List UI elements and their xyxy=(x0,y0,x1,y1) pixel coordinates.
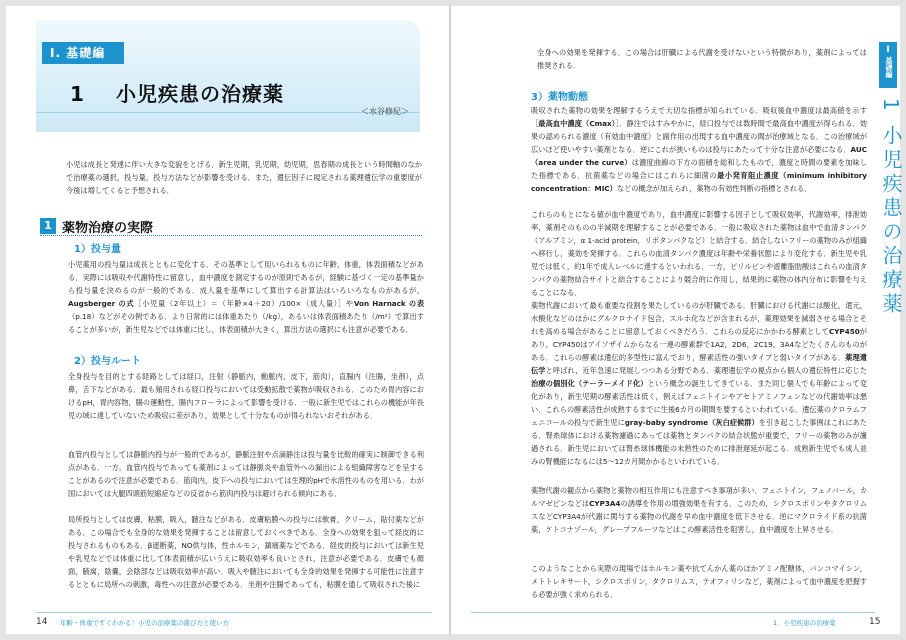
right-page xyxy=(451,6,903,634)
dosage-text-2: ［小児量（2年以上）＝（年齢×4＋20）/100×（成人量）］や xyxy=(134,299,354,308)
pk3-bold-pharmacogenetics: 薬理遺伝学 xyxy=(531,353,867,375)
pk-text-1: 吸収された薬物の効果を理解するうえで大切な指標が知られている．吸収後血中濃度は最高値を示す［ xyxy=(531,106,867,128)
pk3-text-5: を引き起こした事例はこれにあたる．腎糸球体における薬物濾過にあっては薬物とタンパクの結合状態が重要で，フリーの薬物のみが濾過される．新生児においては腎糸球体機能の未熟性のために排泄遅延が起こる．成熟新生児でも成人並みの腎機能になるには5～12カ月間かかるといわれている． xyxy=(531,418,867,466)
pk-text-3: は濃度曲線の下方の面積を総和したもので，濃度と時間の要素を加味した指標である．抗菌薬などの場合にはこれらに細菌の xyxy=(531,158,867,180)
side-tab-label: 基礎編 xyxy=(885,57,893,78)
pk-bold-auc: AUC（area under the curve） xyxy=(531,145,867,167)
chapter-title xyxy=(70,78,284,107)
pk4-text-2: の誘導を作用の増強効果を有する．このため，シクロスポリンやタクロリムスなどCYP3A4が代謝に関与する薬物の代謝を早め血中濃度を低下させる．逆にマクロライド系の抗菌薬，ケトコナゾール，グレープフルーツなどはこの酵素活性を阻害し，血中濃度を上昇させる． xyxy=(531,499,867,534)
route-paragraph-2: 血管内投与としては静脈内投与が一般的であるが，静脈注射や点滴静注は投与量を比較的確実に制御できる利点がある．一方，血管内投与であっても薬剤によっては静脈炎や血管外への漏出による組織障害などを呈することがあるので注意が必要である．筋肉内，皮下への投与においては生理的pHで水溶性のものを用いる．わが国においては大腿四頭筋短縮症などの反省から筋肉内投与は避けられる傾向にある． xyxy=(68,450,424,498)
pk3-text-3: と呼ばれ，近年急速に発展しつつある分野である．薬理遺伝学の視点から個人の遺伝特性に応じた xyxy=(545,366,867,375)
intro-paragraph: 小児は成長と発達に伴い大きな変貌をとげる．新生児期，乳児期，幼児期，思春期の成長という時間軸のなかで治療薬の選択，投与量，投与方法などが影響を受ける．また，遺伝因子に規定される薬理遺伝学の重要度が今後は増してくると予想される． xyxy=(66,160,422,195)
continued-paragraph: 全身への効果を発揮する．この場合は肝臓による代謝を受けないという特徴があり，薬剤によっては推奨される． xyxy=(537,48,867,70)
pk-paragraph-5: このようなことから実際の現場ではホルモン薬や抗てんかん薬のほかアミノ配糖体，バンコマイシン，メトトレキサート，シクロスポリン，タクロリムス，テオフィリンなど，薬剤によって血中濃度を把握する必要が強く求められる． xyxy=(531,564,867,599)
pk3-text-1: 薬物代謝において最も重要な役割を果たしているのが肝臓である．肝臓における代謝には酸化，還元，水酸化などのほかにグルクロナイド包合，スルホ化などが含まれるが，薬理効果を減弱させる場合とそれを高める場合があることに留意しておくべきだろう．これらの反応にかかわる酵素として xyxy=(531,301,867,336)
pk3-text-2: があり，CYP450はアイソザイムからなる一連の酵素群で1A2，2D6，2C19，3A4などたくさんのものがある．これらの酵素は遺伝的多型性に富んでおり，酵素活性の強いタイプと弱いタイプがある． xyxy=(531,327,867,362)
pk3-text-4: という概念の誕生してきている．また同じ個人でも年齢によって変化があり，新生児期の酵素活性は低く，例えばフェニトインやアセトアミノフェンなどの代謝効率は悪い．これらの酵素活性が成熟するまでに生後6カ月の期間を要するといわれている．遺伝薬のクロラムフェニコールの投与で新生児に xyxy=(531,379,867,427)
pk4-bold-cyp3a4: CYP3A4 xyxy=(589,499,621,508)
subheading-dosage: 1）投与量 xyxy=(74,244,121,255)
pk-text-2: ］．静注ではすみやかに，経口投与では数時間で最高血中濃度が得られる．効果の認められる濃度（有効血中濃度）と副作用の出現する血中濃度の間が治療域となる．この治療域が広いほど使いやすい薬剤となる．逆にこれが狭いものは投与にあたって十分な注意が必要になる． xyxy=(531,119,867,154)
footer-rule xyxy=(36,612,432,613)
section-heading xyxy=(40,218,422,236)
section-title: 薬物治療の実際 xyxy=(62,221,154,236)
dosage-text-1: 小児薬用の投与量は成長とともに変化する．その基準として用いられるものに年齢，体重，体表面積などがある．実際には吸収や代謝特性に留意し，血中濃度を測定するのが原則であるが，経験に基づく一定の基準量から投与量を決めるのが一般的である．成人量を基準にして算出する計算法はいろいろなものがあるが， xyxy=(68,260,424,295)
footer-rule-right xyxy=(471,612,875,613)
footer-chapter-title: 1．小児疾患の治療薬 xyxy=(773,619,836,627)
route-paragraph-3: 局所投与としては皮膚，粘膜，吸入，髄注などがある．皮膚粘膜への投与には軟膏，クリーム，貼付薬などがある．この場合でも全身的な効果を発揮することは留意しておくべきである．全身への効果を狙って経皮的に投与されるものもある．β遮断薬，NO供与体，性ホルモン，鎮痛薬などである．経皮的投与においては新生児や乳児などでは体重に比して体表面積が広いうえに吸収効率も良いとされ，注意が必要である．皮膚でも顔面，腋窩，陰嚢，会陰部などは吸収効率が高い．吸入や髄注においても全身的効果を発揮する可能性に注意するとともに局所への刺激，毒性への注意が必要である．坐剤や注腸であっても，粘膜を通して吸収された後に xyxy=(68,515,424,589)
dosage-bold-1: Augsberger の式 xyxy=(68,299,135,308)
side-tab-numeral: Ⅰ xyxy=(886,45,890,55)
pk-bold-mic: 最小発育阻止濃度（minimum inhibitory concentration：MIC） xyxy=(531,171,867,193)
pk3-bold-cyp450: CYP450 xyxy=(828,327,860,336)
section-rule xyxy=(40,235,422,236)
dosage-bold-2: Von Harnack の表 xyxy=(353,299,425,308)
author: ＜水谷修紀＞ xyxy=(361,107,409,116)
subheading-pharmacokinetics: 3）薬物動態 xyxy=(531,92,588,103)
chapter-title-text: 小児疾患の治療薬 xyxy=(116,82,284,106)
pk4-text-1: 薬物代謝の観点から薬物と薬物の相互作用にも注意すべき事項が多い．フェニトイン，フェノバール，カルマゼピンなどは xyxy=(531,486,867,508)
chapter-number: 1 xyxy=(70,82,85,106)
route-paragraph-1: 全身投与を目的とする経路としては経口，注射（静脈内，動脈内，皮下，筋肉），直腸内（注腸，坐剤），点鼻，舌下などがある．最も頻用される経口投与においては受動拡散で薬物が吸収される．このため胃内容におけるpH，胃内容物，腸の運動性，腸内フローラによって影響を受ける．一般に新生児ではこれらの機能が年長児の域に達していないため吸収に差があり，効果として十分なものが得られないおそれがある． xyxy=(68,372,424,420)
section-number: 1 xyxy=(40,218,56,234)
pk-bold-cmax: 最高血中濃度（Cmax） xyxy=(538,119,616,128)
pk-paragraph-2: これらのもとになる値が血中濃度であり，血中濃度に影響する因子として吸収効率，代謝効率，排泄効率，薬剤そのものの半減期を理解することが必要である．一般に吸収された薬物は血中で血清タンパク（アルブミン，α 1-acid protein，リポタンパクなど）と結合する．結合しないフリーの薬物のみが組織へ移行し，薬効を発揮する．これらの血清タンパク濃度は年齢や栄養状態により変化する．新生児や乳児では低く，約1年で成人レベルに達するといわれる．一方，ビリルビンや遊離脂肪酸はこれらの血清タンパクの薬物結合サイトと結合することにより競合的に作用し，結果的に薬物の体内分布に影響を与えることになる． xyxy=(531,210,867,297)
left-page xyxy=(6,6,449,634)
dosage-text-3: （p.18）などがその例である．より日常的には体重あたり（/kg），あるいは体表面積あたり（/m²）で算出することが多いが，新生児などでは体重に比し，体表面積が大きく，算出方法の選択にも注意が必要である． xyxy=(68,312,424,334)
pk-paragraph-3 xyxy=(531,299,867,468)
dosage-paragraph xyxy=(68,258,424,336)
pk3-bold-tailor-made: 治療の個別化（テーラーメイド化） xyxy=(531,379,648,388)
pk-paragraph-1 xyxy=(531,104,867,195)
page-number-right: 15 xyxy=(869,617,881,627)
pk-text-4: などの概念が加えられ，薬物の有効性判断の指標とされる． xyxy=(616,184,812,193)
page-number-left: 14 xyxy=(36,617,48,627)
footer-book-title: 年齢・体重ですぐわかる！小児の治療薬の選び方と使い方 xyxy=(60,619,229,627)
section-tab: Ⅰ. 基礎編 xyxy=(42,42,124,64)
side-section-tab xyxy=(879,42,897,88)
side-chapter-title: 1 小児疾患の治療薬 xyxy=(879,98,903,318)
pk-paragraph-4 xyxy=(531,484,867,536)
subheading-route: 2）投与ルート xyxy=(74,356,141,367)
pk3-bold-gray-baby: gray-baby syndrome（灰白症候群） xyxy=(624,418,759,427)
